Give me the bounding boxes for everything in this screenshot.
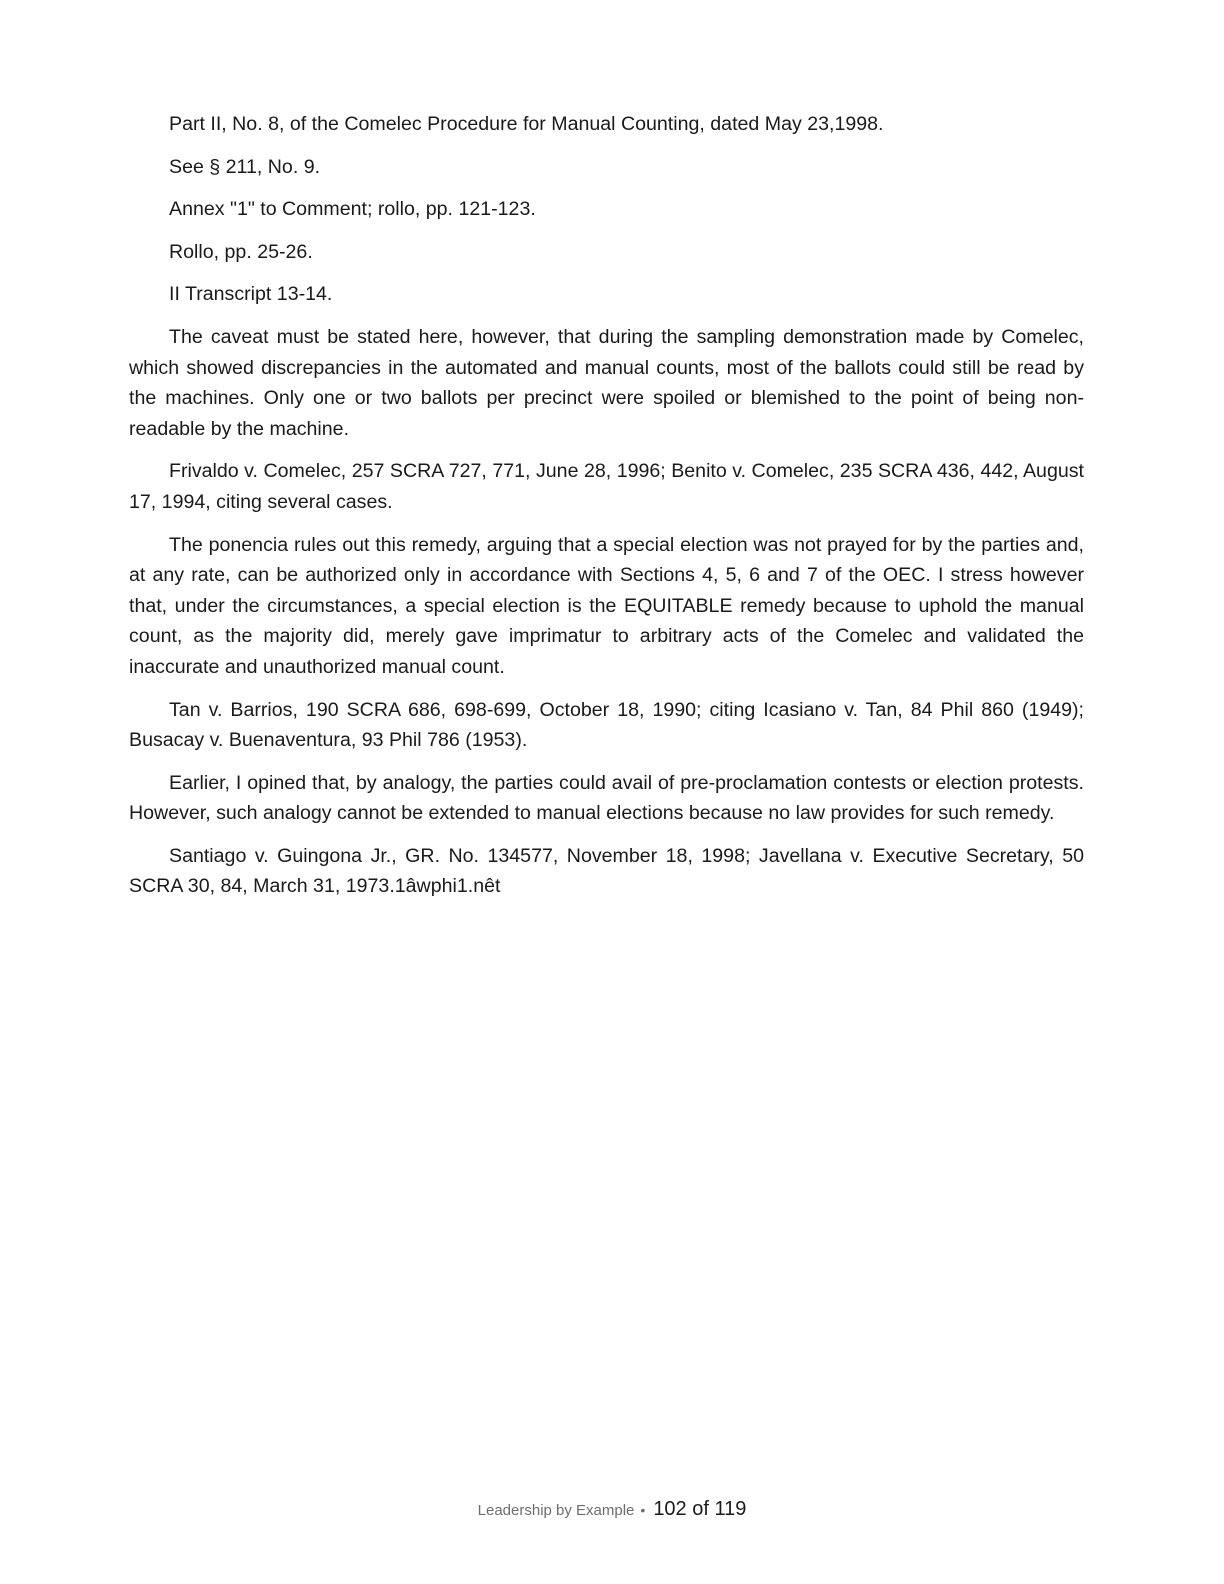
footnote-paragraph: The ponencia rules out this remedy, arguing that a special election was not prayed for by the parties and, at any rate, can be authorized only in accordance with Sections 4, 5, 6 and 7 of the OEC. I stress however that, under the circumstances, a special election is the EQUITABLE remedy because to uphold the manual count, as the majority did, merely gave imprimatur to arbitrary acts of the Comelec and validated the inaccurate and unauthorized manual count. [129, 533, 1084, 678]
footer-bullet-separator: • [640, 1502, 646, 1518]
footnote-paragraph: II Transcript 13-14. [169, 283, 333, 306]
footnote-paragraph: Earlier, I opined that, by analogy, the parties could avail of pre-proclamation contests or election protests. However, such analogy cannot be extended to manual elections because no law provides for such remedy. [129, 771, 1084, 825]
footnote-paragraph: Tan v. Barrios, 190 SCRA 686, 698-699, October 18, 1990; citing Icasiano v. Tan, 84 Phil 860 (1949); Busacay v. Buenaventura, 93 Phil 786 (1953). [129, 698, 1084, 752]
page-number: 102 of 119 [653, 1498, 747, 1520]
footnote-paragraph: See § 211, No. 9. [169, 155, 321, 178]
footnote-paragraph: The caveat must be stated here, however, that during the sampling demonstration made by Comelec, which showed discrepancies in the automated and manual counts, most of the ballots could still be read by the machines. Only one or two ballots per precinct were spoiled or blemished to the point of being non-readable by the machine. [129, 325, 1084, 440]
footnote-paragraph: Part II, No. 8, of the Comelec Procedure for Manual Counting, dated May 23,1998. [169, 113, 884, 135]
footnote-paragraph: Santiago v. Guingona Jr., GR. No. 134577, November 18, 1998; Javellana v. Executive Secretary, 50 SCRA 30, 84, March 31, 1973.1âwphi1.nêt [129, 844, 1084, 898]
footnote-paragraph: Frivaldo v. Comelec, 257 SCRA 727, 771, June 28, 1996; Benito v. Comelec, 235 SCRA 436, 442, August 17, 1994, citing several cases. [129, 460, 1084, 513]
document-body [129, 109, 1084, 914]
page-footer [0, 1498, 1224, 1521]
footnote-paragraph: Annex "1" to Comment; rollo, pp. 121-123. [169, 198, 536, 221]
footnote-paragraph: Rollo, pp. 25-26. [169, 240, 313, 263]
footer-document-title: Leadership by Example [477, 1502, 635, 1519]
